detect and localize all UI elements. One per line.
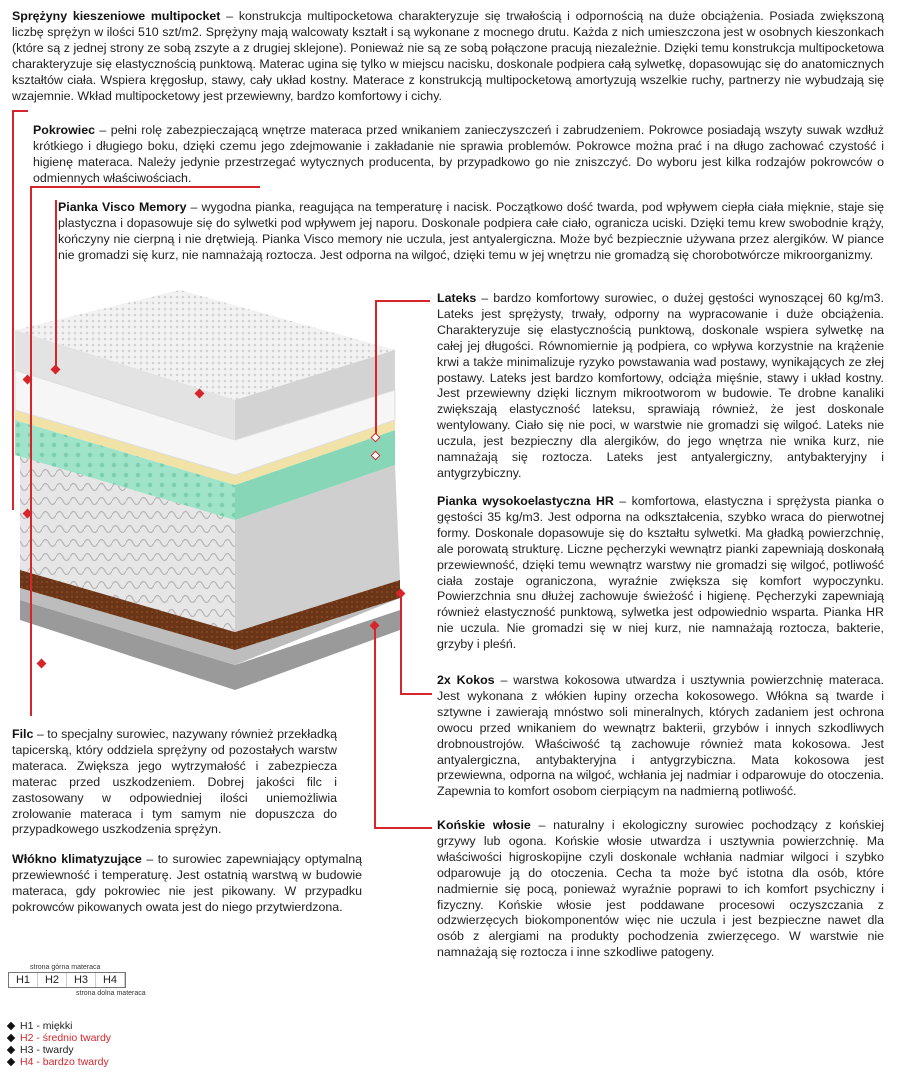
hardness-top-label: strona górna materaca: [30, 964, 101, 971]
connector-line: [374, 625, 376, 827]
legend-text: H1 - miękki: [20, 1020, 73, 1032]
section-title: Włókno klimatyzujące: [12, 852, 142, 866]
section-title: Pokrowiec: [33, 123, 95, 137]
section-text: – pełni rolę zabezpieczającą wnętrze materaca przed wnikaniem zanieczyszczeń i zabrudzeniem. Pokrowce posiadają wszyty suwak wzdłuż krótkiego i długiego boku, dzięki czemu jego zdejmowanie i zakładanie nie sprawia problemów. Pokrowce można prać i na długo zachować czystość i higienę materaca. Należy jedynie przestrzegać wytycznych producenta, by przypadkowo go nie zniszczyć. Do wyboru jest kilka rodzajów pokrowców o odmiennych właściwościach.: [33, 123, 884, 185]
legend-item: [8, 1020, 111, 1032]
section-text: – bardzo komfortowy surowiec, o dużej gęstości wynoszącej 60 kg/m3. Lateks jest sprężysty, trwały, odporny na wypracowanie i duże obciążenia. Charakteryzuje się elastycznością punktową, doskonale wspiera sylwetkę na całej jej długości. Równomiernie ją podpiera, co wpływa korzystnie na krążenie krwi a także minimalizuje ryzyko powstawania wad postawy, wynikających ze złej postawy. Lateks jest bardzo komfortowy, odciąża mięśnie, stawy i układ kostny. Jest przewiewny dzięki licznym mikrootworom w budowie. Te drobne kanaliki zwiększają elastyczność lateksu, sprawiają również, że jest doskonale wentylowany. Ciało się nie poci, w warstwie nie gromadzi się wilgoć. Lateks nie uczula, jest bezpieczny dla alergików, do jego wnętrza nie wnika kurz, nie namnażają się roztocza. Lateks jest antyalergiczny, antybakteryjny i antygrzybiczny.: [437, 291, 884, 480]
connector-line: [30, 186, 32, 716]
legend-item: [8, 1032, 111, 1044]
section-text: – wygodna pianka, reagująca na temperaturę i nacisk. Początkowo dość twarda, pod wpływem ciepła ciała mięknie, staje się plastyczna i dopasowuje się do sylwetki pod wpływem jej naporu. Doskonale podpiera całe ciało, ogranicza uciski. Dzięki temu krew swobodnie krąży, kończyny nie cierpną i nie drętwieją. Pianka Visco memory nie uczula, jest antyalergiczna. Może być bezpiecznie używana przez alergików. W piance nie gromadzi się kurz, nie namnażają roztocza. Jest odporna na wilgoć, dzięki temu w jej wnętrzu nie gromadzą się chorobotwórcze mikroorganizmy.: [58, 200, 884, 262]
section-title: Pianka wysokoelastyczna HR: [437, 494, 614, 508]
section-title: 2x Kokos: [437, 673, 495, 687]
section-lateks: [437, 291, 884, 482]
section-title: Filc: [12, 727, 34, 741]
section-title: Sprężyny kieszeniowe multipocket: [12, 9, 221, 23]
diamond-icon: [7, 1058, 15, 1066]
connector-line: [55, 200, 57, 370]
section-kokos: [437, 673, 884, 800]
connector-line: [12, 110, 28, 112]
section-text: – komfortowa, elastyczna i sprężysta pianka o gęstości 35 kg/m3. Jest odporna na odkształcenia, szybko wraca do pierwotnej formy. Doskonale dopasowuje się do kształtu sylwetki. Ma gładką powierzchnię, ale porowatą strukturę. Liczne pęcherzyki wewnątrz pianki zapewniają doskonałą przewiewność, dzięki temu wewnątrz warstwy nie gromadzi się wilgoć, potliwość ciała zostaje ograniczona, wyraźnie zwiększa się komfort wypoczynku. Powierzchnia snu dłużej zachowuje świeżość i higienę. Pęcherzyki zapewniają również elastyczność punktową, sylwetka jest odpowiednio wsparta. Pianka HR nie uczula. Nie gromadzi się w niej kurz, nie namnażają roztocza, bakterie, grzyby i pleśń.: [437, 494, 885, 652]
section-hr: [437, 494, 884, 653]
section-pokrowiec: [33, 123, 884, 187]
section-text: – to surowiec zapewniający optymalną przewiewność i temperaturę. Jest ostatnią warstwą w budowie materaca, gdy pokrowiec nie jest pikowany. W przypadku pokrowców pikowanych owata jest do niego przytwierdzona.: [12, 852, 362, 914]
section-title: Końskie włosie: [437, 818, 531, 832]
hardness-level: H4: [96, 973, 125, 987]
section-wlokno: [12, 852, 362, 916]
legend-item: [8, 1056, 111, 1068]
diamond-icon: [7, 1046, 15, 1054]
hardness-cells: [8, 972, 126, 988]
connector-line: [12, 110, 14, 510]
connector-line: [30, 186, 260, 188]
section-text: – naturalny i ekologiczny surowiec pochodzący z końskiej grzywy lub ogona. Końskie włosie utwardza i usztywnia powierzchnię. Ma właściwości higroskopijne czyli doskonale wchłania nadmiar wilgoci i szybko odparowuje ją do otoczenia. Cecha ta może być istotna dla osób, które nadmiernie się pocą, ponieważ wyraźnie poprawi to ich komfort psychiczny i fizyczny. Końskie włosie jest poddawane procesowi oczyszczania z odzwierzęcych biokomponentów więc nie uczula i jest bezpieczne nawet dla osób z alergiami na produkty pochodzenia zwierzęcego. W warstwie nie namnażają się roztocza i inne szkodliwe patogeny.: [437, 818, 884, 960]
section-konskie: [437, 818, 884, 961]
hardness-level: H3: [67, 973, 96, 987]
section-title: Pianka Visco Memory: [58, 200, 187, 214]
section-filc: [12, 727, 337, 838]
connector-line: [375, 300, 377, 435]
section-text: – konstrukcja multipocketowa charakteryzuje się trwałością i odpornością na duże obciążenia. Posiada zwiększoną liczbę sprężyn w ilości 510 szt/m2. Sprężyny mają walcowaty kształt i są wykonane z mocnego drutu. Każda z nich umieszczona jest w osobnych kieszonkach (które są z jednej strony ze sobą zszyte a z drugiej sklejone). Ponieważ nie są ze sobą połączone pracują niezależnie. Dzięki temu konstrukcja multipocketowa charakteryzuje się elastycznością punktową. Materac ugina się tylko w miejscu nacisku, doskonale podpiera całą sylwetkę, dopasowując się do anatomicznych kształtów ciała. Wspiera kręgosłup, stawy, cały układ kostny. Materace z konstrukcją multipocketową amortyzują wszelkie ruchy, partnerzy nie wybudzają się wzajemnie. Wkład multipocketowy jest przewiewny, bardzo komfortowy i cichy.: [12, 9, 884, 103]
section-title: Lateks: [437, 291, 477, 305]
hardness-level: H1: [9, 973, 38, 987]
legend-text: H3 - twardy: [20, 1044, 74, 1056]
connector-line: [400, 693, 432, 695]
diamond-icon: [7, 1022, 15, 1030]
diamond-icon: [7, 1034, 15, 1042]
section-sprezyny: [12, 9, 884, 104]
section-text: – warstwa kokosowa utwardza i usztywnia powierzchnię materaca. Jest wykonana z włókien łupiny orzecha kokosowego. Włókna są twarde i sztywne i zawierają mnóstwo soli mineralnych, których zadaniem jest ochrona owocu przed wnikaniem do wewnątrz bakterii, grzybów i innych szkodliwych drobnoustrojów. Właściwość tą zachowuje również mata kokosowa. Jest antyalergiczna, antybakteryjna i antygrzybiczna. Mata kokosowa jest przewiewna, odporna na wilgoć, wchłania jej nadmiar i odparowuje do otoczenia. Zapewnia to komfort osobom cierpiącym na nadmierną potliwość.: [437, 673, 884, 799]
hardness-level: H2: [38, 973, 67, 987]
hardness-bottom-label: strona dolna materaca: [76, 990, 146, 997]
connector-line: [375, 300, 430, 302]
hardness-legend: [8, 1020, 111, 1068]
connector-line: [374, 827, 432, 829]
legend-text: H4 - bardzo twardy: [20, 1056, 109, 1068]
section-visco: [58, 200, 884, 264]
legend-text: H2 - średnio twardy: [20, 1032, 112, 1044]
mattress-illustration: [0, 270, 420, 710]
section-text: – to specjalny surowiec, nazywany również przekładką tapicerską, który oddziela sprężyny od pozostałych warstw materaca. Zwiększa jego wytrzymałość i zabezpiecza materac przed uszkodzeniem. Dobrej jakości filc i zastosowany w odpowiedniej ilości uniemożliwia zrolowanie materaca i tym samym nie dopuszcza do przypadkowego uszkodzenia sprężyn.: [12, 727, 337, 837]
legend-item: [8, 1044, 111, 1056]
connector-line: [400, 593, 402, 693]
